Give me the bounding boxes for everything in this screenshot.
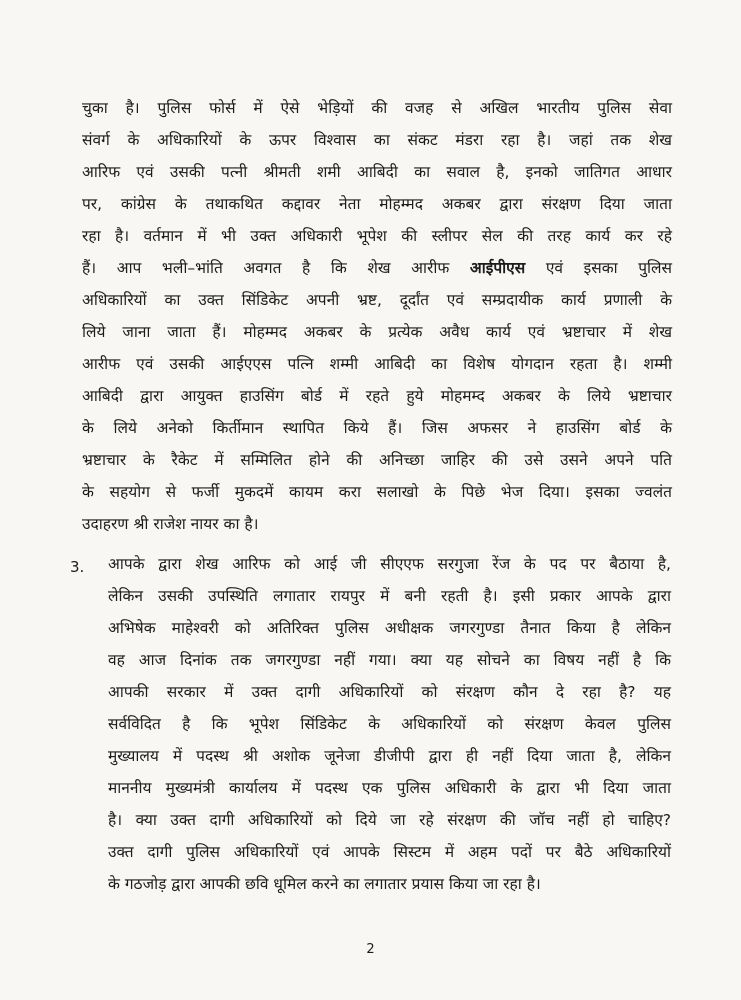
- paragraph-1: [82, 92, 672, 540]
- paragraph-line: वह आज दिनांक तक जगरगुण्डा नहीं गया। क्या यह सोचने का विषय नहीं है कि: [108, 651, 671, 669]
- paragraph-line: के गठजोड़ द्वारा आपकी छवि धूमिल करने का लगातार प्रयास किया जा रहा है।: [108, 875, 541, 893]
- paragraph-2: [108, 548, 671, 900]
- paragraph-line: चुका है। पुलिस फोर्स में ऐसे भेड़ियों की वजह से अखिल भारतीय पुलिस सेवा: [82, 99, 672, 117]
- line-text-after-bold: एवं इसका पुलिस: [545, 259, 672, 277]
- paragraph-line: आपकी सरकार में उक्त दागी अधिकारियों को संरक्षण कौन दे रहा है? यह: [108, 683, 671, 701]
- paragraph-line: अभिषेक माहेश्वरी को अतिरिक्त पुलिस अधीक्षक जगरगुण्डा तैनात किया है लेकिन: [108, 619, 671, 637]
- paragraph-line: संवर्ग के अधिकारियों के ऊपर विश्वास का संकट मंडरा रहा है। जहां तक शेख: [82, 131, 672, 149]
- paragraph-line: के लिये अनेको किर्तीमान स्थापित किये हैं। जिस अफसर ने हाउसिंग बोर्ड के: [82, 419, 672, 437]
- paragraph-line: के सहयोग से फर्जी मुकदमें कायम करा सलाखो के पिछे भेज दिया। इसका ज्वलंत: [82, 483, 672, 501]
- line-text-before-bold: हैं। आप भली–भांति अवगत है कि शेख आरीफ: [82, 259, 450, 277]
- bold-term-ips: आईपीएस: [469, 259, 526, 277]
- paragraph-line: आबिदी द्वारा आयुक्त हाउसिंग बोर्ड में रहते हुये मोहमम्द अकबर के लिये भ्रष्टाचार: [82, 387, 672, 405]
- paragraph-line: है। क्या उक्त दागी अधिकारियों को दिये जा रहे संरक्षण की जॉच नहीं हो चाहिए?: [108, 811, 671, 829]
- paragraph-line: भ्रष्टाचार के रैकेट में सम्मिलित होने की अनिच्छा जाहिर की उसे उसने अपने पति: [82, 451, 672, 469]
- paragraph-line: उक्त दागी पुलिस अधिकारियों एवं आपके सिस्टम में अहम पदों पर बैठे अधिकारियों: [108, 843, 671, 861]
- paragraph-line: पर, कांग्रेस के तथाकथित कद्दावर नेता मोहम्मद अकबर द्वारा संरक्षण दिया जाता: [82, 195, 672, 213]
- paragraph-line: आपके द्वारा शेख आरिफ को आई जी सीएएफ सरगुजा रेंज के पद पर बैठाया है,: [108, 555, 671, 573]
- paragraph-line: अधिकारियों का उक्त सिंडिकेट अपनी भ्रष्ट, दूर्दांत एवं सम्प्रदायीक कार्य प्रणाली के: [82, 291, 672, 309]
- list-item-number: 3.: [70, 558, 85, 576]
- paragraph-line: उदाहरण श्री राजेश नायर का है।: [82, 515, 259, 533]
- paragraph-line-with-bold: [82, 252, 672, 284]
- paragraph-line: आरिफ एवं उसकी पत्नी श्रीमती शमी आबिदी का सवाल है, इनको जातिगत आधार: [82, 163, 672, 181]
- paragraph-line: लेकिन उसकी उपस्थिति लगातार रायपुर में बनी रहती है। इसी प्रकार आपके द्वारा: [108, 587, 671, 605]
- page-number: 2: [366, 942, 375, 957]
- paragraph-line: माननीय मुख्यमंत्री कार्यालय में पदस्थ एक पुलिस अधिकारी के द्वारा भी दिया जाता: [108, 779, 671, 797]
- paragraph-line: लिये जाना जाता हैं। मोहम्मद अकबर के प्रत्येक अवैध कार्य एवं भ्रष्टाचार में शेख: [82, 323, 672, 341]
- paragraph-line: आरीफ एवं उसकी आईएएस पत्नि शम्मी आबिदी का विशेष योगदान रहता है। शम्मी: [82, 355, 672, 373]
- paragraph-line: मुख्यालय में पदस्थ श्री अशोक जूनेजा डीजीपी द्वारा ही नहीं दिया जाता है, लेकिन: [108, 747, 671, 765]
- paragraph-line: रहा है। वर्तमान में भी उक्त अधिकारी भूपेश की स्लीपर सेल की तरह कार्य कर रहे: [82, 227, 672, 245]
- paragraph-line: सर्वविदित है कि भूपेश सिंडिकेट के अधिकारियों को संरक्षण केवल पुलिस: [108, 715, 671, 733]
